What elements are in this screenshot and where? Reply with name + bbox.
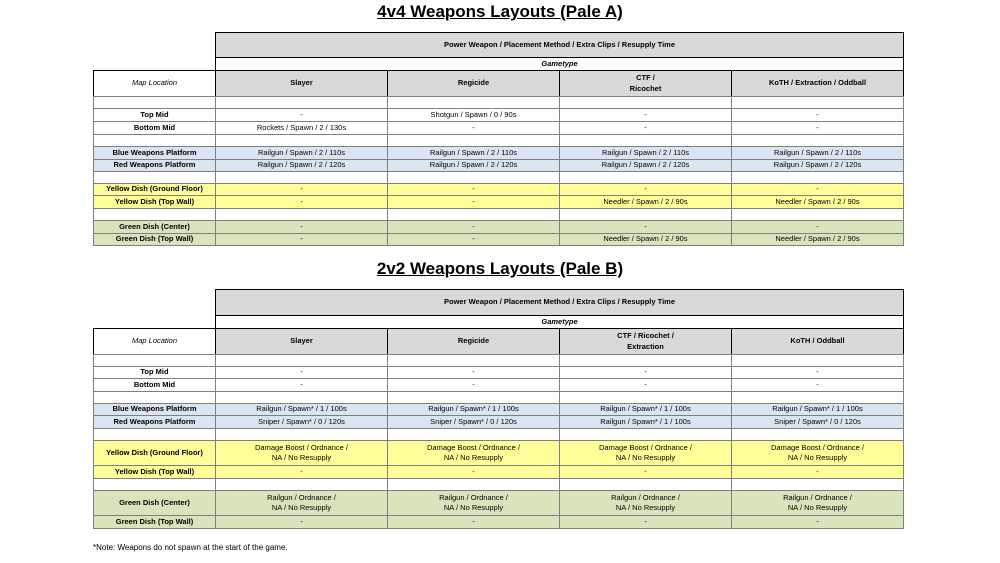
table-b-cell: Railgun / Ordnance / NA / No Resupply — [215, 490, 388, 516]
table-a-cell: - — [387, 195, 560, 209]
table-b-row-label-yellow-dish-top-wall: Yellow Dish (Top Wall) — [93, 465, 216, 479]
table-a-cell: Railgun / Spawn / 2 / 110s — [215, 146, 388, 160]
table-a-cell: Railgun / Spawn / 2 / 110s — [387, 146, 560, 160]
table-a-cell: - — [559, 183, 732, 196]
table-a-cell: Rockets / Spawn / 2 / 130s — [215, 121, 388, 135]
table-b-cell: - — [731, 378, 904, 392]
table-b-cell: Railgun / Spawn* / 1 / 100s — [559, 403, 732, 416]
table-a-cell: Needler / Spawn / 2 / 90s — [731, 195, 904, 209]
table-b-cell: - — [387, 465, 560, 479]
table-b-row-label-top-mid: Top Mid — [93, 366, 216, 379]
table-a-cell: - — [387, 233, 560, 246]
table-b-cell: Railgun / Spawn* / 1 / 100s — [387, 403, 560, 416]
table-a-cell: Shotgun / Spawn / 0 / 90s — [387, 108, 560, 122]
table-b-row-label-green-dish-center: Green Dish (Center) — [93, 490, 216, 516]
table-a-title: 4v4 Weapons Layouts (Pale A) — [377, 2, 623, 21]
table-b-cell: Sniper / Spawn* / 0 / 120s — [731, 415, 904, 429]
table-a-row-label-bottom-mid: Bottom Mid — [93, 121, 216, 135]
table-a-cell: - — [731, 183, 904, 196]
table-b-cell: Sniper / Spawn* / 0 / 120s — [215, 415, 388, 429]
table-b-cell: - — [559, 378, 732, 392]
table-a-cell: - — [387, 183, 560, 196]
table-a-cell: Railgun / Spawn / 2 / 120s — [215, 159, 388, 172]
table-b-cell: Railgun / Ordnance / NA / No Resupply — [387, 490, 560, 516]
table-a-cell: - — [215, 233, 388, 246]
table-b-cell: - — [731, 366, 904, 379]
table-a-cell: Railgun / Spawn / 2 / 110s — [559, 146, 732, 160]
table-a-cell: Needler / Spawn / 2 / 90s — [559, 195, 732, 209]
table-b-row-label-blue-weapons-platform: Blue Weapons Platform — [93, 403, 216, 416]
table-a-column-header: CTF / Ricochet — [559, 70, 732, 97]
table-a-row-label-blue-weapons-platform: Blue Weapons Platform — [93, 146, 216, 160]
table-a-cell: Needler / Spawn / 2 / 90s — [731, 233, 904, 246]
table-b-cell: - — [215, 366, 388, 379]
table-b-cell: - — [215, 515, 388, 529]
table-a-cell: Railgun / Spawn / 2 / 120s — [731, 159, 904, 172]
table-a-row-label-red-weapons-platform: Red Weapons Platform — [93, 159, 216, 172]
table-b-cell: Railgun / Ordnance / NA / No Resupply — [731, 490, 904, 516]
table-b-cell: Damage Boost / Ordnance / NA / No Resupply — [559, 440, 732, 466]
table-b-gametype-label: Gametype — [215, 315, 904, 329]
table-a-row-label-yellow-dish-top-wall: Yellow Dish (Top Wall) — [93, 195, 216, 209]
table-b-cell: - — [559, 515, 732, 529]
table-a-cell: Needler / Spawn / 2 / 90s — [559, 233, 732, 246]
table-a-cell: - — [215, 183, 388, 196]
table-b-cell: - — [387, 378, 560, 392]
table-a-cell: - — [215, 108, 388, 122]
table-a-row-label-yellow-dish-ground-floor: Yellow Dish (Ground Floor) — [93, 183, 216, 196]
table-b-cell: - — [731, 465, 904, 479]
table-b-cell: Railgun / Ordnance / NA / No Resupply — [559, 490, 732, 516]
table-a-cell: - — [215, 220, 388, 234]
table-b-cell: Damage Boost / Ordnance / NA / No Resupply — [731, 440, 904, 466]
table-b-cell: Damage Boost / Ordnance / NA / No Resupply — [215, 440, 388, 466]
table-a-cell: - — [387, 121, 560, 135]
table-b-row-label-bottom-mid: Bottom Mid — [93, 378, 216, 392]
table-b-column-header: Slayer — [215, 328, 388, 355]
table-a-column-header: Slayer — [215, 70, 388, 97]
table-a-cell: - — [731, 220, 904, 234]
table-b-cell: Railgun / Spawn* / 1 / 100s — [731, 403, 904, 416]
table-b-cell: - — [559, 465, 732, 479]
table-a-cell: Railgun / Spawn / 2 / 120s — [559, 159, 732, 172]
table-a-cell: - — [387, 220, 560, 234]
table-b-map-location-header: Map Location — [93, 328, 216, 355]
table-a-cell: - — [731, 121, 904, 135]
table-b-cell: - — [731, 515, 904, 529]
table-b-column-header: KoTH / Oddball — [731, 328, 904, 355]
table-b-cell: Railgun / Spawn* / 1 / 100s — [215, 403, 388, 416]
table-b-cell: Damage Boost / Ordnance / NA / No Resupply — [387, 440, 560, 466]
table-b-cell: - — [215, 465, 388, 479]
table-b-cell: - — [215, 378, 388, 392]
table-b-cell: - — [387, 515, 560, 529]
table-b-cell: Railgun / Spawn* / 1 / 100s — [559, 415, 732, 429]
table-b-title: 2v2 Weapons Layouts (Pale B) — [376, 259, 624, 278]
table-a-map-location-header: Map Location — [93, 70, 216, 97]
table-a-column-header: Regicide — [387, 70, 560, 97]
table-a-row-label-green-dish-top-wall: Green Dish (Top Wall) — [93, 233, 216, 246]
table-b-column-header: Regicide — [387, 328, 560, 355]
table-b-row-label-yellow-dish-ground-floor: Yellow Dish (Ground Floor) — [93, 440, 216, 466]
table-a-gametype-label: Gametype — [215, 57, 904, 71]
table-a-header: Power Weapon / Placement Method / Extra Clips / Resupply Time — [215, 32, 904, 58]
table-b-cell: Sniper / Spawn* / 0 / 120s — [387, 415, 560, 429]
table-a-cell: - — [215, 195, 388, 209]
table-a-cell: Railgun / Spawn / 2 / 120s — [387, 159, 560, 172]
table-a-cell: - — [731, 108, 904, 122]
table-b-header: Power Weapon / Placement Method / Extra Clips / Resupply Time — [215, 289, 904, 316]
table-b-cell: - — [559, 366, 732, 379]
table-a-cell: - — [559, 108, 732, 122]
table-a-row-label-top-mid: Top Mid — [93, 108, 216, 122]
footnote: *Note: Weapons do not spawn at the start of the game. — [93, 543, 288, 552]
table-a-cell: - — [559, 121, 732, 135]
table-b-column-header: CTF / Ricochet / Extraction — [559, 328, 732, 355]
table-a-cell: - — [559, 220, 732, 234]
table-b-cell: - — [387, 366, 560, 379]
table-a-column-header: KoTH / Extraction / Oddball — [731, 70, 904, 97]
table-b-row-label-green-dish-top-wall: Green Dish (Top Wall) — [93, 515, 216, 529]
table-a-row-label-green-dish-center: Green Dish (Center) — [93, 220, 216, 234]
table-a-cell: Railgun / Spawn / 2 / 110s — [731, 146, 904, 160]
table-b-row-label-red-weapons-platform: Red Weapons Platform — [93, 415, 216, 429]
